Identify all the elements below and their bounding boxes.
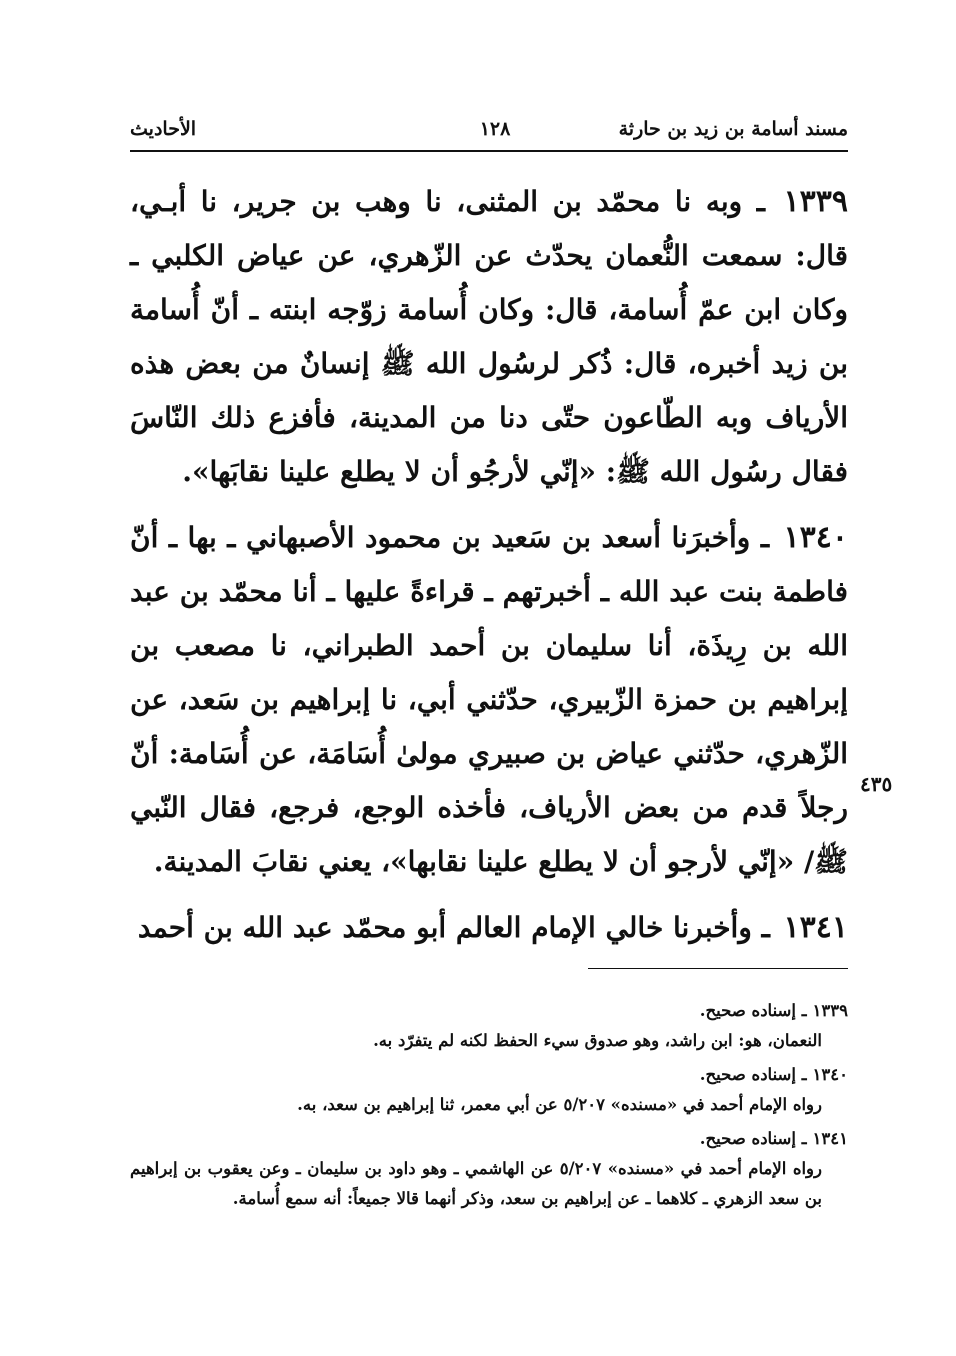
footnote-heading [130, 1124, 848, 1154]
hadith-text: ـ وأخبرَنا أسعد بن سَعيد بن محمود الأصبهاني ـ بها ـ أنّ فاطمة بنت عبد الله ـ أخبرتهم ـ قراءةً عليها ـ أنا محمّد بن عبد الله بن رِيذَة، أنا سليمان بن أحمد الطبراني، نا مصعب بن إبراهيم بن حمزة الزّبيري، حدّثني أبي، نا إبراهيم بن سَعد، عن الزّهري، حدّثني عياض بن صبيري مولىٰ أُسَامَة، عن أُسَامة: أنّ رجلاً قدم من بعض الأرياف، فأخذه الوجع، فرجع، فقال النّبي ﷺ/ «إنّي لأرجو أن لا يطلع علينا نقابها»، يعني نقابَ المدينة. [130, 521, 848, 878]
hadith-number: ١٣٤١ [783, 910, 848, 945]
margin-manuscript-folio: ٤٣٥ [860, 772, 893, 796]
footnote-number: ١٣٣٩ [812, 1001, 848, 1020]
main-text [130, 175, 848, 967]
footnote-grade: ـ إسناده صحيح. [699, 1065, 807, 1084]
hadith-text: ـ وبه نا محمّد بن المثنى، نا وهب بن جرير، نا أبـي، قال: سمعت النُّعمان يحدّث عن الزّهري، عن عياض الكلبي ـ وكان ابن عمّ أُسامة، قال: وكان أُسامة زوّجه ابنته ـ أنّ أُسامة بن زيد أخبره، قال: ذُكر لرسُول الله ﷺ إنسانٌ من بعض هذه الأرياف وبه الطّاعون حتّى دنا من المدينة، فأفزع ذلك النّاسَ فقال رسُول الله ﷺ: «إنّي لأرجُو أن لا يطلع علينا نقابَها». [130, 185, 848, 488]
page-number: ١٢٨ [479, 118, 511, 140]
footnotes [130, 996, 848, 1218]
hadith-number: ١٣٤٠ [783, 520, 848, 555]
footnote-divider [588, 968, 848, 969]
footnote-heading [130, 996, 848, 1026]
running-header [130, 118, 848, 148]
header-section-title: الأحاديث [130, 118, 197, 140]
footnote-text: النعمان، هو: ابن راشد، وهو صدوق سيء الحفظ لكنه لم يتفرّد به. [373, 1031, 822, 1050]
footnote-heading [130, 1060, 848, 1090]
footnote-grade: ـ إسناده صحيح. [699, 1129, 807, 1148]
footnote-text: رواه الإمام أحمد في «مسنده» ٥/٢٠٧ عن الهاشمي ـ وهو داود بن سليمان ـ وعن يعقوب بن إبراهيم بن سعد الزهري ـ كلاهما ـ عن إبراهيم بن سعد، وذكر أنهما قالا جميعاً: أنه سمع أُسامة. [130, 1159, 822, 1208]
hadith-paragraph [130, 901, 848, 955]
hadith-paragraph [130, 511, 848, 889]
hadith-paragraph [130, 175, 848, 499]
footnote-number: ١٣٤١ [812, 1129, 848, 1148]
footnote-text: رواه الإمام أحمد في «مسنده» ٥/٢٠٧ عن أبي معمر، ثنا إبراهيم بن سعد، به. [297, 1095, 822, 1114]
hadith-text: ـ وأخبرنا خالي الإمام العالم أبو محمّد عبد الله بن أحمد [137, 911, 770, 944]
hadith-number: ١٣٣٩ [783, 184, 848, 219]
header-book-title: مسند أسامة بن زيد بن حارثة [618, 118, 848, 140]
header-divider [130, 150, 848, 152]
footnote-number: ١٣٤٠ [812, 1065, 848, 1084]
footnote-grade: ـ إسناده صحيح. [699, 1001, 807, 1020]
